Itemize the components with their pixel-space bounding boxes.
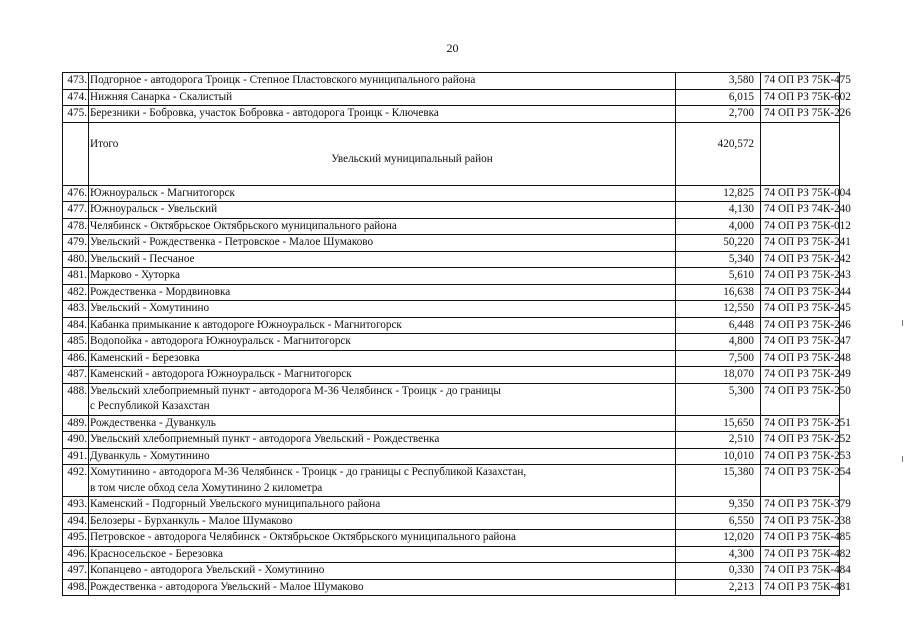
table-row xyxy=(62,252,851,269)
road-name-line: Нижняя Санарка - Скалистый xyxy=(90,90,233,103)
road-name xyxy=(89,72,675,90)
road-name xyxy=(89,530,675,547)
road-name xyxy=(89,384,675,416)
table-row xyxy=(62,367,851,384)
road-code: 74 ОП РЗ 75К-244 xyxy=(760,285,840,302)
gap-row xyxy=(62,168,840,185)
road-name xyxy=(89,416,675,433)
road-length: 5,610 xyxy=(675,268,760,285)
road-length: 0,330 xyxy=(675,563,760,580)
row-number: 475. xyxy=(62,106,89,123)
road-code: 74 ОП РЗ 75К-251 xyxy=(760,416,840,433)
table-row xyxy=(62,235,851,252)
road-code: 74 ОП РЗ 75К-250 xyxy=(760,384,840,416)
row-number: 487. xyxy=(62,367,89,384)
row-number: 473. xyxy=(62,72,89,90)
table-row xyxy=(62,219,851,236)
table-row xyxy=(62,432,851,449)
row-number: 489. xyxy=(62,416,89,433)
road-name-line: Увельский хлебоприемный пункт - автодорога М-36 Челябинск - Троицк - до границы xyxy=(90,384,501,397)
road-name xyxy=(89,514,675,531)
road-name xyxy=(89,202,675,219)
road-length: 15,380 xyxy=(675,465,760,497)
road-length: 18,070 xyxy=(675,367,760,384)
road-code: 74 ОП РЗ 75К-252 xyxy=(760,432,840,449)
road-name xyxy=(89,580,675,597)
road-name-line: Рождественка - Дуванкуль xyxy=(90,416,216,429)
road-name xyxy=(89,449,675,466)
row-number: 481. xyxy=(62,268,89,285)
subtotal-label: Итого xyxy=(90,137,119,150)
road-name xyxy=(89,285,675,302)
table-row xyxy=(62,334,851,351)
row-number: 477. xyxy=(62,202,89,219)
road-name-line: Марково - Хуторка xyxy=(90,269,180,281)
road-name-line: Белозеры - Бурханкуль - Малое Шумаково xyxy=(90,514,293,527)
road-name-line: Южноуральск - Магнитогорск xyxy=(90,186,235,199)
row-number: 491. xyxy=(62,449,89,466)
road-code: 74 ОП РЗ 75К-484 xyxy=(760,563,840,580)
row-number: 474. xyxy=(62,90,89,107)
row-number: 497. xyxy=(62,563,89,580)
row-number: 495. xyxy=(62,530,89,547)
road-code: 74 ОП РЗ 75К-485 xyxy=(760,530,840,547)
road-length: 12,825 xyxy=(675,185,760,203)
road-name xyxy=(89,547,675,564)
road-name xyxy=(89,334,675,351)
road-name-line: Увельский - Хомутинино xyxy=(90,302,210,314)
road-name xyxy=(89,90,675,107)
road-code: 74 ОП РЗ 75К-379 xyxy=(760,497,840,514)
table-section-main xyxy=(62,185,851,597)
road-length: 10,010 xyxy=(675,449,760,466)
road-name xyxy=(89,268,675,285)
road-length: 16,638 xyxy=(675,285,760,302)
edge-mark xyxy=(902,456,903,462)
road-name xyxy=(89,563,675,580)
road-name xyxy=(89,497,675,514)
road-name-line: Каменский - Подгорный Увельского муниципального района xyxy=(90,498,381,510)
road-code: 74 ОП РЗ 75К-602 xyxy=(760,90,840,107)
road-length: 5,340 xyxy=(675,252,760,269)
road-length: 7,500 xyxy=(675,351,760,368)
edge-mark xyxy=(902,320,903,326)
road-code: 74 ОП РЗ 75К-249 xyxy=(760,367,840,384)
road-code: 74 ОП РЗ 75К-475 xyxy=(760,72,840,90)
road-code: 74 ОП РЗ 75К-246 xyxy=(760,318,840,335)
table-row xyxy=(62,384,851,416)
row-number: 494. xyxy=(62,514,89,531)
road-name-line: Рождественка - Мордвиновка xyxy=(90,285,231,298)
road-length: 2,510 xyxy=(675,432,760,449)
road-code: 74 ОП РЗ 75К-004 xyxy=(760,185,840,203)
road-name-line: Дуванкуль - Хомутинино xyxy=(90,449,210,462)
road-name-line: Березники - Бобровка, участок Бобровка - автодорога Троицк - Ключевка xyxy=(90,107,439,119)
row-number: 492. xyxy=(62,465,89,497)
spacer-row xyxy=(62,123,840,137)
road-code: 74 ОП РЗ 75К-254 xyxy=(760,465,840,497)
road-length: 9,350 xyxy=(675,497,760,514)
table-row xyxy=(62,514,851,531)
table-row xyxy=(62,563,851,580)
road-name-line: Увельский хлебоприемный пункт - автодорога Увельский - Рождественка xyxy=(90,433,440,445)
table-row xyxy=(62,285,851,302)
road-name xyxy=(89,301,675,318)
table-row xyxy=(62,580,851,597)
table-section-top xyxy=(62,72,851,123)
table-row xyxy=(62,351,851,368)
table-row xyxy=(62,497,851,514)
row-number: 485. xyxy=(62,334,89,351)
section-row xyxy=(62,152,840,168)
row-number: 486. xyxy=(62,351,89,368)
row-number: 479. xyxy=(62,235,89,252)
road-name xyxy=(89,432,675,449)
road-name-line: Увельский - Рождественка - Петровское - Малое Шумаково xyxy=(90,236,374,248)
table-row xyxy=(62,301,851,318)
road-name-line: Южноуральск - Увельский xyxy=(90,203,218,215)
table-row xyxy=(62,318,851,335)
road-length: 4,130 xyxy=(675,202,760,219)
table-row xyxy=(62,465,851,497)
road-name-line: Петровское - автодорога Челябинск - Октябрьское Октябрьского муниципального района xyxy=(90,531,516,543)
road-name xyxy=(89,219,675,236)
road-name-line: с Республикой Казахстан xyxy=(90,400,210,412)
road-length: 6,550 xyxy=(675,514,760,531)
section-title: Увельский муниципальный район xyxy=(331,153,493,165)
subtotal-value: 420,572 xyxy=(675,137,760,153)
table-row xyxy=(62,185,851,203)
row-number: 490. xyxy=(62,432,89,449)
table-row xyxy=(62,106,851,123)
row-number: 493. xyxy=(62,497,89,514)
road-name-line: Красносельское - Березовка xyxy=(90,547,223,560)
road-name-line: Каменский - автодорога Южноуральск - Магнитогорск xyxy=(90,368,352,380)
row-number: 476. xyxy=(62,185,89,203)
road-code: 74 ОП РЗ 75К-245 xyxy=(760,301,840,318)
row-number: 498. xyxy=(62,580,89,597)
row-number: 483. xyxy=(62,301,89,318)
row-number: 482. xyxy=(62,285,89,302)
road-name-line: Водопойка - автодорога Южноуральск - Магнитогорск xyxy=(90,335,351,347)
road-name-line: Кабанка примыкание к автодороге Южноуральск - Магнитогорск xyxy=(90,318,402,331)
road-code: 74 ОП РЗ 75К-243 xyxy=(760,268,840,285)
table-row xyxy=(62,547,851,564)
road-code: 74 ОП РЗ 75К-238 xyxy=(760,514,840,531)
road-length: 2,213 xyxy=(675,580,760,597)
road-name xyxy=(89,318,675,335)
table-row xyxy=(62,268,851,285)
road-length: 6,448 xyxy=(675,318,760,335)
table-row xyxy=(62,202,851,219)
table-row xyxy=(62,530,851,547)
table-row xyxy=(62,416,851,433)
road-name-line: Копанцево - автодорога Увельский - Хомутинино xyxy=(90,564,325,576)
table-row xyxy=(62,90,851,107)
row-number: 496. xyxy=(62,547,89,564)
row-number: 478. xyxy=(62,219,89,236)
road-length: 15,650 xyxy=(675,416,760,433)
page-number: 20 xyxy=(446,41,459,55)
roads-table xyxy=(62,72,851,596)
road-name-line: Хомутинино - автодорога М-36 Челябинск - Троицк - до границы с Республикой Казахстан, xyxy=(90,466,527,478)
road-name-line: Подгорное - автодорога Троицк - Степное Пластовского муниципального района xyxy=(90,74,476,86)
road-code: 74 ОП РЗ 75К-481 xyxy=(760,580,840,597)
road-name xyxy=(89,351,675,368)
road-name-line: Каменский - Березовка xyxy=(90,351,200,364)
road-length: 4,800 xyxy=(675,334,760,351)
road-length: 6,015 xyxy=(675,90,760,107)
road-name xyxy=(89,185,675,203)
row-number: 480. xyxy=(62,252,89,269)
road-name-line: Увельский - Песчаное xyxy=(90,252,195,265)
road-length: 12,020 xyxy=(675,530,760,547)
road-length: 4,300 xyxy=(675,547,760,564)
road-length: 5,300 xyxy=(675,384,760,416)
subtotal-row xyxy=(62,137,840,153)
road-length: 2,700 xyxy=(675,106,760,123)
road-code: 74 ОП РЗ 75К-226 xyxy=(760,106,840,123)
road-code: 74 ОП РЗ 75К-241 xyxy=(760,235,840,252)
row-number: 488. xyxy=(62,384,89,416)
road-code: 74 ОП РЗ 75К-247 xyxy=(760,334,840,351)
road-code: 74 ОП РЗ 74К-240 xyxy=(760,202,840,219)
road-code: 74 ОП РЗ 75К-012 xyxy=(760,219,840,236)
table-row xyxy=(62,449,851,466)
road-name-line: в том числе обход села Хомутинино 2 километра xyxy=(90,481,323,494)
road-name-line: Рождественка - автодорога Увельский - Малое Шумаково xyxy=(90,580,364,593)
road-length: 12,550 xyxy=(675,301,760,318)
road-length: 3,580 xyxy=(675,72,760,90)
road-name xyxy=(89,252,675,269)
road-name-line: Челябинск - Октябрьское Октябрьского муниципального района xyxy=(90,219,397,232)
road-name xyxy=(89,367,675,384)
road-name xyxy=(89,465,675,497)
row-number: 484. xyxy=(62,318,89,335)
road-code: 74 ОП РЗ 75К-482 xyxy=(760,547,840,564)
road-code: 74 ОП РЗ 75К-248 xyxy=(760,351,840,368)
road-length: 50,220 xyxy=(675,235,760,252)
table-row xyxy=(62,72,851,90)
road-code: 74 ОП РЗ 75К-242 xyxy=(760,252,840,269)
road-length: 4,000 xyxy=(675,219,760,236)
road-name xyxy=(89,235,675,252)
road-name xyxy=(89,106,675,123)
road-code: 74 ОП РЗ 75К-253 xyxy=(760,449,840,466)
